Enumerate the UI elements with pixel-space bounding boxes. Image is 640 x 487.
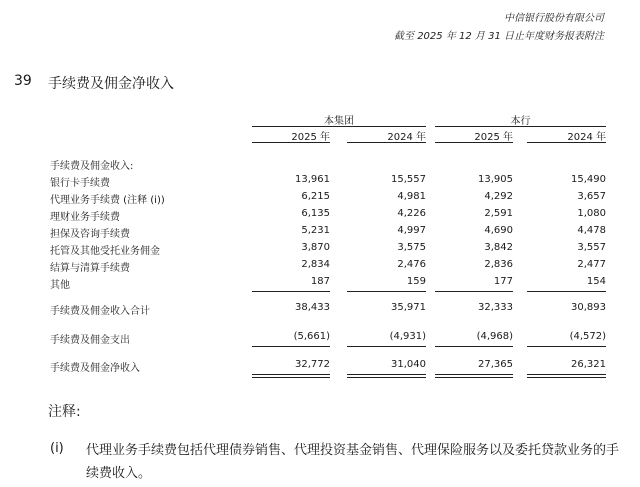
year-header: 2025 年	[474, 132, 513, 143]
total-double-rule	[435, 374, 513, 378]
subtotal-row-value: 38,433	[295, 302, 330, 313]
table-row-value: 187	[310, 276, 330, 287]
subtotal-rule	[252, 291, 330, 292]
total-double-rule	[347, 374, 426, 378]
subtotal-row-value: 35,971	[391, 302, 426, 313]
table-row-value: 4,226	[397, 208, 426, 219]
table-row-value: 4,478	[577, 225, 606, 236]
subtotal-row-value: 32,333	[478, 302, 513, 313]
table-row-label: 担保及咨询手续费	[50, 229, 130, 240]
notes-title: 注释:	[48, 404, 81, 420]
subtotal-row-label: 手续费及佣金收入合计	[50, 306, 150, 317]
table-row-value: 1,080	[577, 208, 606, 219]
subtotal-rule	[347, 291, 426, 292]
table-row-value: 3,842	[484, 242, 513, 253]
expense-row-value: (5,661)	[293, 331, 330, 342]
table-row-label: 理财业务手续费	[50, 212, 120, 223]
table-row-value: 15,557	[391, 174, 426, 185]
expense-row-label: 手续费及佣金支出	[50, 335, 130, 346]
year-header: 2025 年	[291, 132, 330, 143]
company-name: 中信银行股份有限公司	[504, 13, 604, 24]
table-row-value: 15,490	[571, 174, 606, 185]
table-row-value: 6,135	[301, 208, 330, 219]
table-row-value: 4,690	[484, 225, 513, 236]
group-rule-bank	[435, 126, 606, 127]
year-header: 2024 年	[387, 132, 426, 143]
expense-row-value: (4,572)	[569, 331, 606, 342]
table-row-value: 3,870	[301, 242, 330, 253]
group-header-bank: 本行	[510, 116, 531, 127]
note-marker: (i)	[50, 441, 64, 456]
table-row-value: 2,836	[484, 259, 513, 270]
report-subtitle: 截至 2025 年 12 月 31 日止年度财务报表附注	[394, 31, 604, 42]
table-row-value: 2,591	[484, 208, 513, 219]
income-section-heading: 手续费及佣金收入:	[50, 161, 134, 172]
table-row-value: 2,834	[301, 259, 330, 270]
note-text: 代理业务手续费包括代理债券销售、代理投资基金销售、代理保险服务以及委托贷款业务的手续费收入。	[86, 443, 620, 481]
year-rule	[347, 142, 426, 143]
table-row-value: 177	[493, 276, 513, 287]
table-row-value: 3,657	[577, 191, 606, 202]
table-row-value: 2,477	[577, 259, 606, 270]
group-header-consolidated: 本集团	[324, 116, 354, 127]
expense-row-value: (4,931)	[389, 331, 426, 342]
expense-row-value: (4,968)	[476, 331, 513, 342]
table-row-value: 3,575	[397, 242, 426, 253]
table-row-label: 结算与清算手续费	[50, 263, 130, 274]
net-row-label: 手续费及佣金净收入	[50, 363, 140, 374]
group-rule-consolidated	[252, 126, 426, 127]
table-row-value: 159	[406, 276, 426, 287]
table-row-value: 4,292	[484, 191, 513, 202]
total-double-rule	[252, 374, 330, 378]
table-row-value: 4,997	[397, 225, 426, 236]
table-row-value: 5,231	[301, 225, 330, 236]
net-row-value: 31,040	[391, 359, 426, 370]
net-rule	[527, 346, 606, 347]
subtotal-row-value: 30,893	[571, 302, 606, 313]
net-rule	[347, 346, 426, 347]
table-row-value: 6,215	[301, 191, 330, 202]
table-row-value: 13,905	[478, 174, 513, 185]
net-rule	[252, 346, 330, 347]
year-rule	[527, 142, 606, 143]
table-row-label: 银行卡手续费	[50, 178, 110, 189]
net-row-value: 26,321	[571, 359, 606, 370]
year-rule	[252, 142, 330, 143]
net-rule	[435, 346, 513, 347]
total-double-rule	[527, 374, 606, 378]
section-title: 手续费及佣金净收入	[48, 76, 174, 92]
table-row-value: 4,981	[397, 191, 426, 202]
table-row-label: 代理业务手续费 (注释 (i))	[50, 195, 165, 206]
table-row-label: 其他	[50, 280, 70, 291]
table-row-value: 154	[586, 276, 606, 287]
net-row-value: 32,772	[295, 359, 330, 370]
table-row-value: 3,557	[577, 242, 606, 253]
subtotal-rule	[527, 291, 606, 292]
table-row-label: 托管及其他受托业务佣金	[50, 246, 160, 257]
section-number: 39	[14, 73, 32, 89]
year-rule	[435, 142, 513, 143]
year-header: 2024 年	[567, 132, 606, 143]
table-row-value: 2,476	[397, 259, 426, 270]
net-row-value: 27,365	[478, 359, 513, 370]
subtotal-rule	[435, 291, 513, 292]
table-row-value: 13,961	[295, 174, 330, 185]
